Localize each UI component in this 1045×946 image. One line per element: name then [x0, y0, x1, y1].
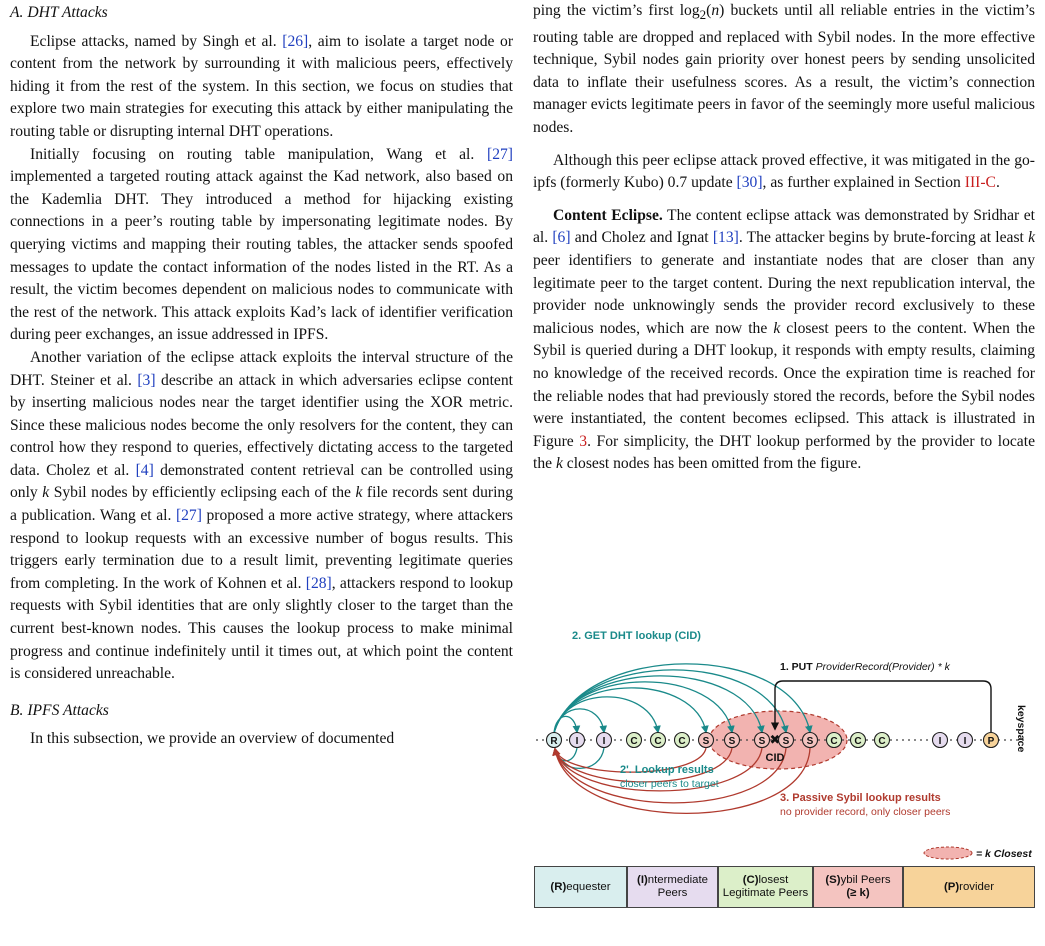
citation-link[interactable]: [27]	[175, 507, 202, 525]
text-run: , attackers respond to lookup requests with Sybil identities that are only slightly closer to the target than the current best-known nodes. This causes the lookup process to make minimal progress and continue indefinitely until it times out, at which point the content is considered unreachable.	[10, 574, 514, 683]
text-run: Content Eclipse.	[553, 206, 663, 224]
legend-sybil: (S)ybil Peers (≥ k)	[813, 866, 903, 908]
text-run: Another variation of the eclipse attack exploits the interval structure of the DHT. Steiner et al.	[10, 348, 513, 389]
left-column	[10, 0, 513, 751]
citation-link[interactable]: [26]	[282, 32, 309, 50]
text-run: . For simplicity, the DHT lookup performed by the provider to locate the	[533, 432, 1035, 473]
citation-link[interactable]: [6]	[552, 229, 571, 247]
text-run: Initially focusing on routing table manipulation, Wang et al.	[30, 145, 488, 163]
text-run: In this subsection, we provide an overview of documented	[30, 730, 395, 748]
sybil-results-label: 3. Passive Sybil lookup results	[780, 792, 941, 804]
node-letter-closest: C	[630, 736, 638, 747]
text-run: k	[1028, 229, 1035, 247]
node-letter-sybil: S	[702, 736, 710, 747]
cross-reference-link[interactable]: III-C	[964, 174, 996, 192]
text-run: describe an attack in which adversaries eclipse content by inserting malicious nodes near the target identifier using the XOR metric. Since these malicious nodes become the only resolvers for the content, they can control how they respond to queries, effectively dictating access to the targeted data. Cholez et al.	[10, 371, 513, 479]
node-letter-sybil: S	[806, 736, 814, 747]
node-letter-sybil: S	[728, 736, 736, 747]
text-run: 2	[699, 7, 707, 23]
eclipse-attack-figure	[530, 625, 1040, 865]
legend-requester: (R)equester	[534, 866, 627, 908]
node-letter-intermediate: I	[938, 736, 942, 747]
text-run: Although this peer eclipse attack proved effective, it was mitigated in the go-ipfs (formerly Kubo) 0.7 update	[533, 151, 1035, 192]
text-run: peer identifiers to generate and instantiate nodes that are closer than any legitimate peer to the target content. During the next republication interval, the provider node unknowingly sends the provider record exclusively to these malicious nodes, which are now the	[533, 252, 1035, 337]
node-letter-sybil: S	[758, 736, 766, 747]
node-letter-closest: C	[678, 736, 686, 747]
text-run: n	[711, 2, 720, 19]
k-closest-swatch	[924, 847, 972, 859]
text-run: demonstrated content retrieval can be controlled using only	[10, 461, 513, 502]
text-run: ping the victim’s first log	[533, 2, 700, 19]
node-letter-requester: R	[550, 736, 558, 747]
section-heading-dht-attacks: A. DHT Attacks	[10, 4, 108, 21]
text-run: , as further explained in Section	[762, 174, 965, 192]
text-run: Eclipse attacks, named by Singh et al.	[30, 32, 283, 50]
paragraph	[10, 728, 513, 751]
text-run: implemented a targeted routing attack against the Kad network, also based on the Kademlia DHT. They introduced a method for hijacking existing connections in a peer’s routing table by impersonating legitimate nodes. By querying victims and mapping their routing tables, the attacker sends spoofed messages to update the contact information of the nodes listed in the RT. As a result, the victim becomes dependent on malicious nodes to communicate with the rest of the network. This attack exploits Kad’s lack of identifier verification during peer exchanges, an issue addressed in IPFS.	[10, 168, 513, 344]
text-run: k	[773, 319, 781, 337]
text-run: .	[995, 174, 1000, 192]
right-column	[533, 0, 1035, 476]
cid-label: CID	[765, 752, 785, 764]
paragraph	[533, 205, 1035, 476]
node-letter-closest: C	[854, 736, 862, 747]
node-letter-intermediate: I	[575, 736, 579, 747]
put-label: 1. PUT ProviderRecord(Provider) * k	[780, 661, 950, 673]
citation-link[interactable]: [13]	[712, 229, 739, 247]
target-x-icon: ✖	[769, 732, 781, 747]
sybil-results-sub: no provider record, only closer peers	[780, 806, 951, 818]
text-run: proposed a more active strategy, where attackers respond to lookup requests with an excessive number of bogus results. This triggers early termination due to a result limit, preventing legitimate queries from completing. In the work of Kohnen et al.	[10, 507, 513, 592]
text-run: The content eclipse attack was demonstrated by Sridhar et al.	[533, 206, 1035, 247]
text-run: k	[555, 455, 563, 473]
text-run: k	[42, 484, 50, 502]
legend-closest: (C)losest Legitimate Peers	[718, 866, 813, 908]
node-letter-closest: C	[878, 736, 886, 747]
k-closest-label: = k Closest	[976, 848, 1032, 860]
legend-intermediate: (I)ntermediate Peers	[627, 866, 718, 908]
cross-reference-link[interactable]: 3	[579, 432, 588, 450]
citation-link[interactable]: [4]	[135, 461, 154, 479]
text-run: closest nodes has been omitted from the figure.	[562, 455, 862, 473]
text-run: closest peers to the content. When the Sybil is queried during a DHT lookup, it responds with empty results, claiming no knowledge of the received records. Once the expiration time is reached for the reliable nodes that had previously stored the records, before the Sybil nodes were instantiated, the content becomes eclipsed. This attack is illustrated in Figure	[533, 319, 1035, 450]
paragraph	[10, 347, 513, 686]
keyspace-label: keyspace	[1015, 705, 1027, 753]
node-letter-closest: C	[830, 736, 838, 747]
text-run: ) buckets until all reliable entries in the victim’s routing table are dropped and replaced with Sybil nodes. In the more effective technique, Sybil nodes gain priority over honest peers by sending unsolicited data to inflate their usefulness scores. As a result, the victim’s connection manager evicts legitimate peers in favor of the seemingly more useful malicious nodes.	[533, 2, 1035, 137]
lookup-results-sub: closer peers to target	[620, 778, 719, 790]
node-letter-provider: P	[987, 736, 995, 747]
text-run: . The attacker begins by brute-forcing at least	[738, 229, 1029, 247]
paragraph	[10, 31, 513, 144]
paragraph	[10, 144, 513, 347]
paragraph	[533, 150, 1035, 195]
lookup-results-label: 2'. Lookup results	[620, 764, 714, 776]
node-letter-sybil: S	[782, 736, 790, 747]
citation-link[interactable]: [30]	[736, 174, 763, 192]
get-lookup-label: 2. GET DHT lookup (CID)	[572, 630, 701, 642]
text-run: and Cholez and Ignat	[570, 229, 713, 247]
section-heading-ipfs-attacks: B. IPFS Attacks	[10, 701, 109, 719]
legend-provider: (P)rovider	[903, 866, 1035, 908]
node-letter-intermediate: I	[963, 736, 967, 747]
text-run: file records sent during a publication. Wang et al.	[10, 484, 513, 525]
citation-link[interactable]: [28]	[305, 574, 332, 592]
text-run: (	[706, 2, 712, 19]
citation-link[interactable]: [3]	[137, 371, 156, 389]
text-run: , aim to isolate a target node or content from the network by surrounding it with malicious peers, effectively hiding it from the rest of the system. In this section, we focus on studies that explore two main strategies for executing this attack by either manipulating the routing table or disrupting internal DHT operations.	[10, 32, 514, 140]
text-run: k	[355, 484, 363, 502]
node-letter-closest: C	[654, 736, 662, 747]
node-letter-intermediate: I	[602, 736, 606, 747]
text-run: Sybil nodes by efficiently eclipsing each of the	[49, 484, 356, 502]
paragraph	[533, 0, 1035, 140]
citation-link[interactable]: [27]	[487, 145, 513, 163]
